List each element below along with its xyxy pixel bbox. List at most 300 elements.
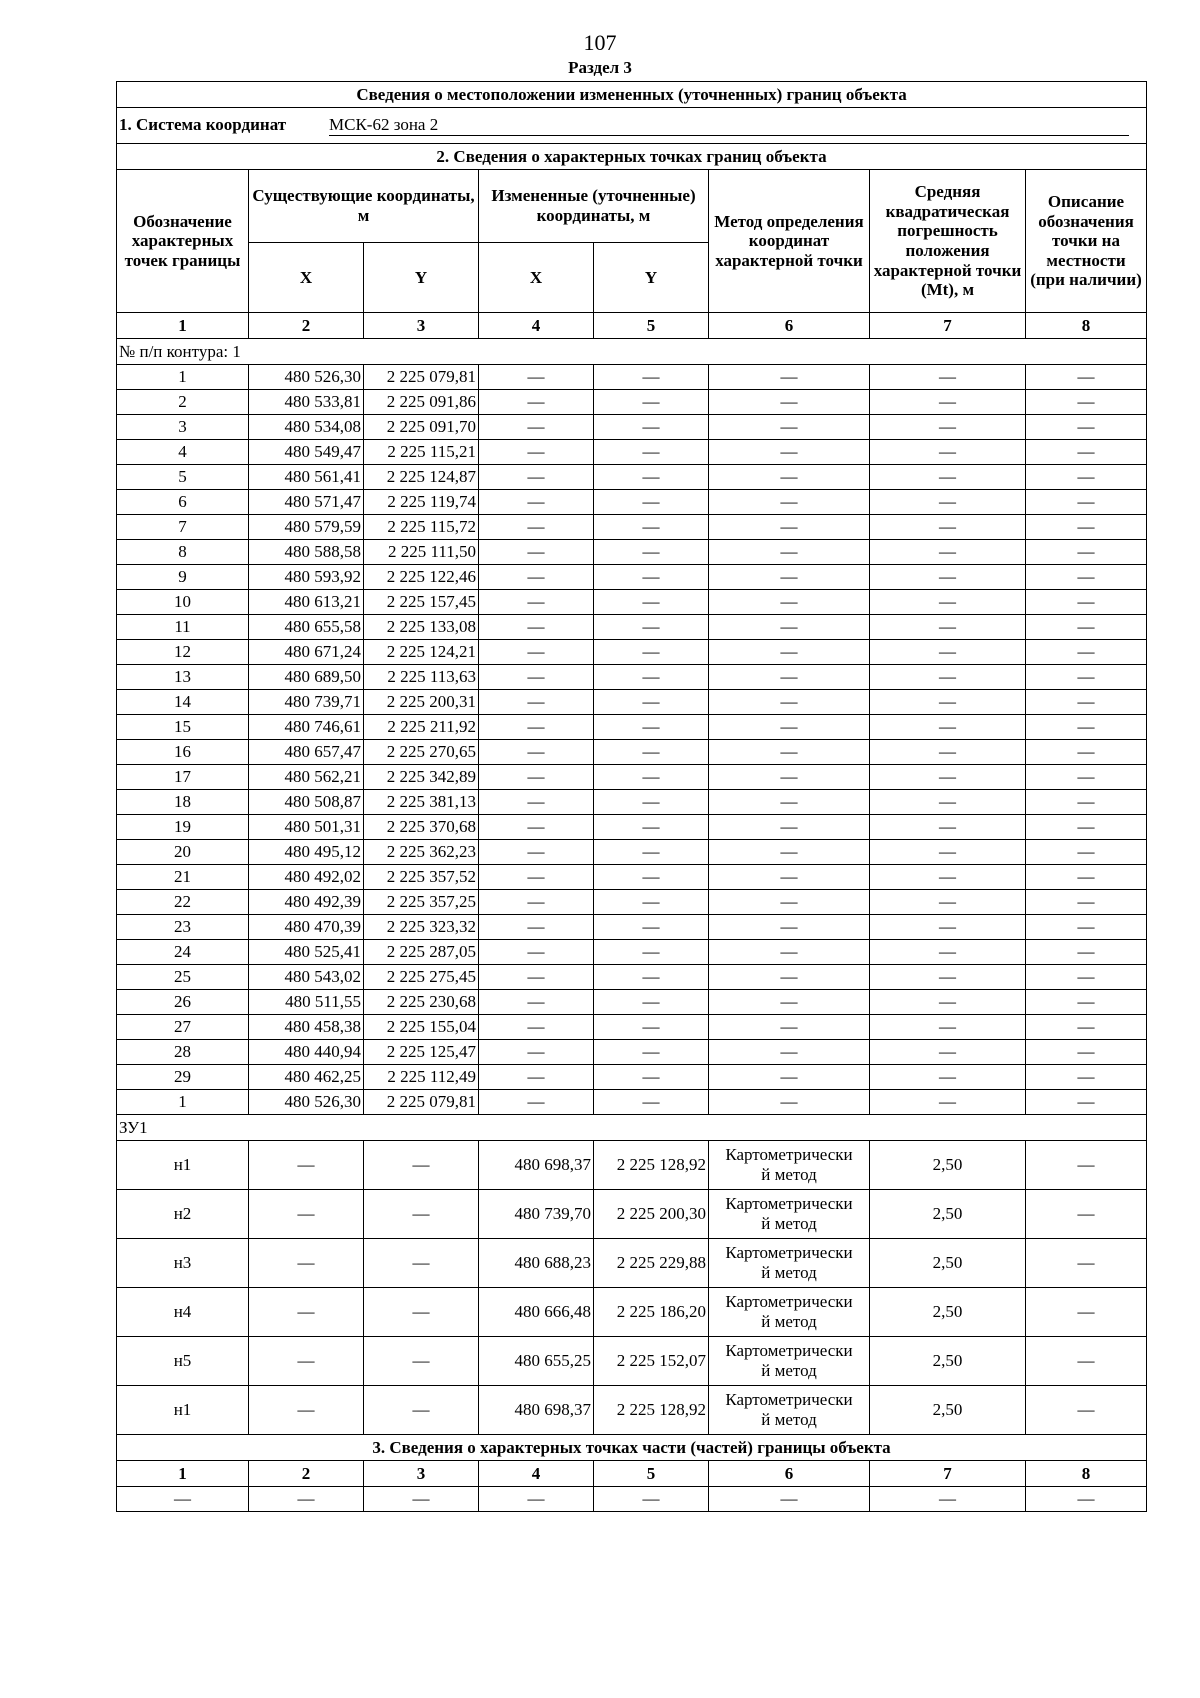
dash-cell: —: [870, 915, 1026, 940]
method-line: й метод: [761, 1361, 817, 1380]
dash-cell: —: [479, 690, 594, 715]
point-number-cell: 18: [117, 790, 249, 815]
dash-cell: —: [249, 1288, 364, 1337]
dash-cell: —: [479, 1487, 594, 1512]
table-row: [117, 1386, 1147, 1435]
dash-cell: —: [870, 365, 1026, 390]
dash-cell: —: [1026, 1386, 1147, 1435]
dash-cell: —: [479, 940, 594, 965]
dash-cell: —: [1026, 765, 1147, 790]
table-row: [117, 465, 1147, 490]
column-number: 2: [249, 1461, 364, 1487]
dash-cell: —: [870, 465, 1026, 490]
table-row: [117, 1337, 1147, 1386]
existing-x-cell: 480 613,21: [249, 590, 364, 615]
coord-system-row: [117, 108, 1147, 144]
column-numbers-row: [117, 1461, 1147, 1487]
existing-x-cell: 480 593,92: [249, 565, 364, 590]
dash-cell: —: [1026, 865, 1147, 890]
point-number-cell: 29: [117, 1065, 249, 1090]
dash-cell: —: [1026, 465, 1147, 490]
table-row: [117, 640, 1147, 665]
existing-y-cell: 2 225 119,74: [364, 490, 479, 515]
method-cell: [709, 1239, 870, 1288]
changed-y-cell: 2 225 128,92: [594, 1141, 709, 1190]
existing-x-cell: 480 440,94: [249, 1040, 364, 1065]
dash-cell: —: [1026, 890, 1147, 915]
changed-x-cell: 480 666,48: [479, 1288, 594, 1337]
dash-cell: —: [870, 815, 1026, 840]
dash-cell: —: [364, 1239, 479, 1288]
changed-x-cell: 480 655,25: [479, 1337, 594, 1386]
method-line: й метод: [761, 1263, 817, 1282]
existing-x-cell: 480 543,02: [249, 965, 364, 990]
point-number-cell: 9: [117, 565, 249, 590]
point-number-cell: 10: [117, 590, 249, 615]
dash-cell: —: [479, 740, 594, 765]
dash-cell: —: [479, 915, 594, 940]
dash-cell: —: [1026, 965, 1147, 990]
point-number-cell: 5: [117, 465, 249, 490]
dash-cell: —: [709, 865, 870, 890]
column-number: 1: [117, 313, 249, 339]
dash-cell: —: [594, 640, 709, 665]
dash-cell: —: [594, 715, 709, 740]
dash-cell: —: [1026, 715, 1147, 740]
point-number-cell: 7: [117, 515, 249, 540]
existing-x-cell: 480 739,71: [249, 690, 364, 715]
dash-cell: —: [709, 565, 870, 590]
dash-cell: —: [709, 1040, 870, 1065]
existing-y-cell: 2 225 275,45: [364, 965, 479, 990]
table-row: [117, 565, 1147, 590]
existing-x-cell: 480 533,81: [249, 390, 364, 415]
dash-cell: —: [870, 615, 1026, 640]
dash-cell: —: [709, 890, 870, 915]
dash-cell: —: [479, 615, 594, 640]
table-row: [117, 815, 1147, 840]
dash-cell: —: [594, 765, 709, 790]
dash-cell: —: [709, 1065, 870, 1090]
existing-y-cell: 2 225 270,65: [364, 740, 479, 765]
dash-cell: —: [1026, 365, 1147, 390]
dash-cell: —: [870, 590, 1026, 615]
dash-cell: —: [479, 515, 594, 540]
table-row: [117, 1040, 1147, 1065]
table-row: [117, 740, 1147, 765]
existing-y-cell: 2 225 079,81: [364, 365, 479, 390]
dash-cell: —: [1026, 840, 1147, 865]
dash-cell: —: [709, 590, 870, 615]
existing-x-cell: 480 526,30: [249, 365, 364, 390]
table-row: [117, 840, 1147, 865]
dash-cell: —: [479, 815, 594, 840]
dash-cell: —: [709, 790, 870, 815]
dash-cell: —: [1026, 615, 1147, 640]
point-number-cell: 14: [117, 690, 249, 715]
changed-x-cell: 480 698,37: [479, 1141, 594, 1190]
column-number: 6: [709, 1461, 870, 1487]
existing-y-cell: 2 225 079,81: [364, 1090, 479, 1115]
section-title: Раздел 3: [568, 58, 632, 77]
dash-cell: —: [709, 640, 870, 665]
dash-cell: —: [594, 440, 709, 465]
existing-y-cell: 2 225 230,68: [364, 990, 479, 1015]
contour-label: № п/п контура: 1: [117, 339, 1147, 365]
header-description: Описание обозначения точки на местности (при наличии): [1026, 170, 1147, 313]
existing-y-cell: 2 225 133,08: [364, 615, 479, 640]
point-number-cell: 19: [117, 815, 249, 840]
table-row: [117, 1065, 1147, 1090]
dash-cell: —: [1026, 1337, 1147, 1386]
dash-cell: —: [870, 990, 1026, 1015]
dash-cell: —: [594, 865, 709, 890]
dash-cell: —: [709, 615, 870, 640]
changed-y-cell: 2 225 128,92: [594, 1386, 709, 1435]
dash-cell: —: [1026, 1040, 1147, 1065]
existing-y-cell: 2 225 125,47: [364, 1040, 479, 1065]
dash-cell: —: [364, 1487, 479, 1512]
header-changed-x: X: [479, 243, 594, 313]
table-row: [117, 365, 1147, 390]
table-row: [117, 1141, 1147, 1190]
dash-cell: —: [364, 1386, 479, 1435]
dash-cell: —: [594, 1040, 709, 1065]
dash-cell: —: [479, 390, 594, 415]
existing-x-cell: 480 746,61: [249, 715, 364, 740]
dash-cell: —: [870, 665, 1026, 690]
dash-cell: —: [709, 690, 870, 715]
table-row: [117, 415, 1147, 440]
dash-cell: —: [479, 865, 594, 890]
dash-cell: —: [594, 1065, 709, 1090]
point-number-cell: 1: [117, 1090, 249, 1115]
changed-y-cell: 2 225 186,20: [594, 1288, 709, 1337]
existing-y-cell: 2 225 211,92: [364, 715, 479, 740]
point-number-cell: 21: [117, 865, 249, 890]
point-number-cell: 1: [117, 365, 249, 390]
dash-cell: —: [709, 765, 870, 790]
dash-cell: —: [870, 690, 1026, 715]
header-existing: Существующие координаты, м: [249, 170, 479, 243]
table-row: [117, 715, 1147, 740]
existing-x-cell: 480 571,47: [249, 490, 364, 515]
existing-y-cell: 2 225 115,21: [364, 440, 479, 465]
table-row: [117, 890, 1147, 915]
header-changed-y: Y: [594, 243, 709, 313]
table-row: [117, 615, 1147, 640]
error-cell: 2,50: [870, 1288, 1026, 1337]
dash-cell: —: [870, 890, 1026, 915]
existing-x-cell: 480 492,39: [249, 890, 364, 915]
dash-cell: —: [709, 1015, 870, 1040]
column-number: 3: [364, 1461, 479, 1487]
dash-cell: —: [870, 415, 1026, 440]
dash-cell: —: [870, 1015, 1026, 1040]
table-row: [117, 665, 1147, 690]
header-designation: Обозначение характерных точек границы: [117, 170, 249, 313]
dash-cell: —: [594, 690, 709, 715]
existing-y-cell: 2 225 091,86: [364, 390, 479, 415]
dash-cell: —: [1026, 440, 1147, 465]
dash-cell: —: [364, 1190, 479, 1239]
dash-cell: —: [594, 665, 709, 690]
column-number: 7: [870, 313, 1026, 339]
dash-cell: —: [479, 965, 594, 990]
dash-cell: —: [479, 465, 594, 490]
dash-cell: —: [709, 515, 870, 540]
dash-cell: —: [479, 415, 594, 440]
changed-y-cell: 2 225 200,30: [594, 1190, 709, 1239]
dash-cell: —: [117, 1487, 249, 1512]
dash-cell: —: [479, 440, 594, 465]
existing-y-cell: 2 225 112,49: [364, 1065, 479, 1090]
changed-x-cell: 480 739,70: [479, 1190, 594, 1239]
existing-y-cell: 2 225 091,70: [364, 415, 479, 440]
dash-cell: —: [870, 1487, 1026, 1512]
point-number-cell: 23: [117, 915, 249, 940]
dash-cell: —: [364, 1288, 479, 1337]
table-row: [117, 1487, 1147, 1512]
dash-cell: —: [870, 640, 1026, 665]
dash-cell: —: [479, 1065, 594, 1090]
dash-cell: —: [870, 765, 1026, 790]
existing-y-cell: 2 225 357,25: [364, 890, 479, 915]
dash-cell: —: [479, 590, 594, 615]
dash-cell: —: [479, 765, 594, 790]
existing-x-cell: 480 534,08: [249, 415, 364, 440]
column-number: 4: [479, 1461, 594, 1487]
existing-x-cell: 480 579,59: [249, 515, 364, 540]
dash-cell: —: [594, 740, 709, 765]
existing-x-cell: 480 458,38: [249, 1015, 364, 1040]
point-number-cell: н1: [117, 1386, 249, 1435]
existing-y-cell: 2 225 124,21: [364, 640, 479, 665]
dash-cell: —: [1026, 1487, 1147, 1512]
existing-x-cell: 480 588,58: [249, 540, 364, 565]
dash-cell: —: [1026, 590, 1147, 615]
changed-x-cell: 480 698,37: [479, 1386, 594, 1435]
column-number: 8: [1026, 313, 1147, 339]
dash-cell: —: [1026, 1065, 1147, 1090]
column-numbers-row: [117, 313, 1147, 339]
table-row: [117, 1015, 1147, 1040]
dash-cell: —: [479, 665, 594, 690]
table-row: [117, 940, 1147, 965]
dash-cell: —: [594, 915, 709, 940]
table-row: [117, 390, 1147, 415]
existing-y-cell: 2 225 357,52: [364, 865, 479, 890]
method-line: Картометрически: [725, 1390, 853, 1410]
point-number-cell: 24: [117, 940, 249, 965]
dash-cell: —: [870, 865, 1026, 890]
dash-cell: —: [1026, 515, 1147, 540]
point-number-cell: н3: [117, 1239, 249, 1288]
existing-y-cell: 2 225 323,32: [364, 915, 479, 940]
dash-cell: —: [479, 1040, 594, 1065]
dash-cell: —: [479, 565, 594, 590]
dash-cell: —: [870, 1090, 1026, 1115]
boundary-table: [116, 81, 1147, 1512]
dash-cell: —: [870, 1065, 1026, 1090]
points-section-title: 2. Сведения о характерных точках границ объекта: [117, 144, 1147, 170]
dash-cell: —: [1026, 1239, 1147, 1288]
dash-cell: —: [1026, 540, 1147, 565]
existing-y-cell: 2 225 200,31: [364, 690, 479, 715]
parts-title-row: [117, 1435, 1147, 1461]
dash-cell: —: [479, 1090, 594, 1115]
changed-x-cell: 480 688,23: [479, 1239, 594, 1288]
dash-cell: —: [870, 565, 1026, 590]
existing-x-cell: 480 525,41: [249, 940, 364, 965]
table-row: [117, 790, 1147, 815]
dash-cell: —: [870, 440, 1026, 465]
dash-cell: —: [594, 815, 709, 840]
dash-cell: —: [249, 1337, 364, 1386]
dash-cell: —: [709, 540, 870, 565]
dash-cell: —: [1026, 490, 1147, 515]
dash-cell: —: [594, 565, 709, 590]
method-line: Картометрически: [725, 1341, 853, 1361]
dash-cell: —: [479, 715, 594, 740]
dash-cell: —: [594, 940, 709, 965]
existing-y-cell: 2 225 111,50: [364, 540, 479, 565]
existing-x-cell: 480 511,55: [249, 990, 364, 1015]
dash-cell: —: [870, 715, 1026, 740]
point-number-cell: 20: [117, 840, 249, 865]
method-line: й метод: [761, 1312, 817, 1331]
point-number-cell: н4: [117, 1288, 249, 1337]
point-number-cell: 13: [117, 665, 249, 690]
existing-x-cell: 480 495,12: [249, 840, 364, 865]
dash-cell: —: [594, 790, 709, 815]
method-line: Картометрически: [725, 1292, 853, 1312]
point-number-cell: 26: [117, 990, 249, 1015]
table-row: [117, 490, 1147, 515]
table-row: [117, 990, 1147, 1015]
dash-cell: —: [709, 715, 870, 740]
dash-cell: —: [709, 415, 870, 440]
dash-cell: —: [479, 540, 594, 565]
dash-cell: —: [249, 1141, 364, 1190]
dash-cell: —: [709, 740, 870, 765]
dash-cell: —: [870, 940, 1026, 965]
dash-cell: —: [870, 1040, 1026, 1065]
existing-x-cell: 480 671,24: [249, 640, 364, 665]
dash-cell: —: [709, 990, 870, 1015]
dash-cell: —: [594, 890, 709, 915]
point-number-cell: 11: [117, 615, 249, 640]
column-number: 1: [117, 1461, 249, 1487]
table-row: [117, 965, 1147, 990]
dash-cell: —: [1026, 1141, 1147, 1190]
method-line: Картометрически: [725, 1194, 853, 1214]
existing-x-cell: 480 562,21: [249, 765, 364, 790]
table-row: [117, 1288, 1147, 1337]
method-line: Картометрически: [725, 1145, 853, 1165]
parts-section-title: 3. Сведения о характерных точках части (частей) границы объекта: [117, 1435, 1147, 1461]
header-error: Средняя квадратическая погрешность положения характерной точки (Mt), м: [870, 170, 1026, 313]
dash-cell: —: [594, 590, 709, 615]
dash-cell: —: [594, 415, 709, 440]
dash-cell: —: [594, 1090, 709, 1115]
column-number: 6: [709, 313, 870, 339]
existing-y-cell: 2 225 155,04: [364, 1015, 479, 1040]
point-number-cell: 22: [117, 890, 249, 915]
existing-y-cell: 2 225 287,05: [364, 940, 479, 965]
table-row: [117, 765, 1147, 790]
table-row: [117, 1190, 1147, 1239]
zu-label-row: [117, 1115, 1147, 1141]
existing-y-cell: 2 225 113,63: [364, 665, 479, 690]
dash-cell: —: [594, 465, 709, 490]
dash-cell: —: [594, 840, 709, 865]
existing-x-cell: 480 657,47: [249, 740, 364, 765]
existing-x-cell: 480 508,87: [249, 790, 364, 815]
column-number: 3: [364, 313, 479, 339]
existing-x-cell: 480 561,41: [249, 465, 364, 490]
point-number-cell: 2: [117, 390, 249, 415]
point-number-cell: 16: [117, 740, 249, 765]
point-number-cell: 3: [117, 415, 249, 440]
existing-x-cell: 480 655,58: [249, 615, 364, 640]
dash-cell: —: [594, 1487, 709, 1512]
existing-y-cell: 2 225 115,72: [364, 515, 479, 540]
method-cell: [709, 1386, 870, 1435]
point-number-cell: 12: [117, 640, 249, 665]
changed-y-cell: 2 225 229,88: [594, 1239, 709, 1288]
zu-label: ЗУ1: [117, 1115, 1147, 1141]
existing-y-cell: 2 225 124,87: [364, 465, 479, 490]
dash-cell: —: [870, 790, 1026, 815]
table-row: [117, 915, 1147, 940]
method-cell: [709, 1337, 870, 1386]
dash-cell: —: [709, 840, 870, 865]
dash-cell: —: [1026, 1015, 1147, 1040]
dash-cell: —: [479, 840, 594, 865]
error-cell: 2,50: [870, 1337, 1026, 1386]
coord-system-label: 1. Система координат: [119, 115, 287, 135]
point-number-cell: 4: [117, 440, 249, 465]
header-changed: Измененные (уточненные) координаты, м: [479, 170, 709, 243]
dash-cell: —: [870, 540, 1026, 565]
point-number-cell: 28: [117, 1040, 249, 1065]
dash-cell: —: [1026, 390, 1147, 415]
method-cell: [709, 1288, 870, 1337]
existing-x-cell: 480 462,25: [249, 1065, 364, 1090]
column-number: 7: [870, 1461, 1026, 1487]
method-cell: [709, 1141, 870, 1190]
dash-cell: —: [249, 1239, 364, 1288]
dash-cell: —: [709, 1487, 870, 1512]
dash-cell: —: [870, 740, 1026, 765]
dash-cell: —: [364, 1141, 479, 1190]
dash-cell: —: [1026, 1288, 1147, 1337]
dash-cell: —: [479, 790, 594, 815]
point-number-cell: 17: [117, 765, 249, 790]
method-line: й метод: [761, 1214, 817, 1233]
existing-y-cell: 2 225 370,68: [364, 815, 479, 840]
point-number-cell: 15: [117, 715, 249, 740]
table-row: [117, 1090, 1147, 1115]
method-cell: [709, 1190, 870, 1239]
dash-cell: —: [594, 965, 709, 990]
dash-cell: —: [870, 390, 1026, 415]
existing-y-cell: 2 225 362,23: [364, 840, 479, 865]
header-existing-y: Y: [364, 243, 479, 313]
dash-cell: —: [479, 490, 594, 515]
page-number: 107: [583, 30, 617, 55]
